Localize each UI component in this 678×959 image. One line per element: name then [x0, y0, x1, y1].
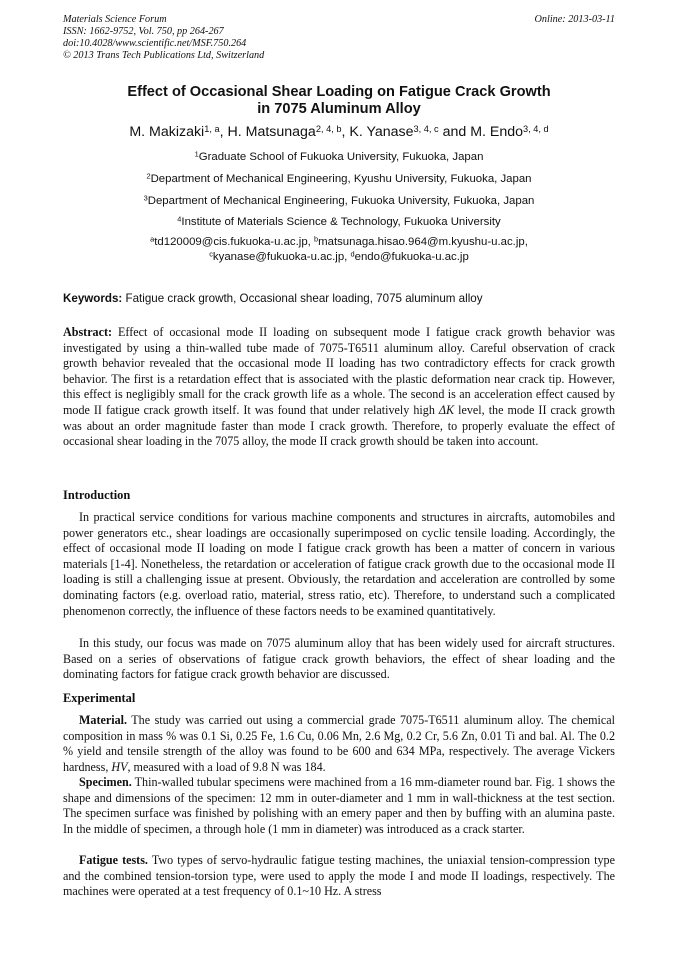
introduction-paragraph-1: In practical service conditions for various machine components and structures in aircrafts, automobiles and power generators etc., shear loadings are occasionally superimposed on cyclic tensile loading. Accordingly, the effect of occasional mode II loading on mode I fatigue crack growth has been a matter of concern in various materials [1-4]. Nonetheless, the retardation or acceleration of fatigue crack growth due to the occasional mode II loading is still a challenging issue at present. Obviously, the retardation and acceleration are controlled by some dominating factors (e.g. overload ratio, material, stress ratio, etc). Therefore, to understand such a complicated phenomenon correctly, the influence of these factors needs to be examined quantitatively. — [63, 510, 615, 618]
introduction-paragraph-2: In this study, our focus was made on 7075 aluminum alloy that has been widely used for aircraft structures. Based on a series of observations of fatigue crack growth behaviors, the effect of shear loading and the dominating factors for fatigue crack growth behavior are discussed. — [63, 636, 615, 682]
affiliation-text: Graduate School of Fukuoka University, Fukuoka, Japan — [198, 151, 484, 163]
affiliation-text: Institute of Materials Science & Technology, Fukuoka University — [181, 216, 501, 228]
affiliation-sup: 4 — [177, 214, 182, 224]
affiliation-2 — [63, 172, 615, 186]
author-separator: and — [438, 124, 471, 140]
keywords-text: Fatigue crack growth, Occasional shear loading, 7075 aluminum alloy — [122, 292, 483, 305]
author-separator: , — [341, 124, 350, 140]
copyright-line: © 2013 Trans Tech Publications Ltd, Switzerland — [63, 50, 265, 61]
affiliation-sup: 1 — [194, 149, 199, 159]
author-sup: 3, 4, d — [523, 123, 549, 134]
material-text: , measured with a load of 9.8 N was 184. — [127, 759, 326, 774]
material-text: The study was carried out using a commercial grade 7075-T6511 aluminum alloy. The chemical composition in mass % was 0.1 Si, 0.25 Fe, 1.6 Cu, 0.06 Mn, 2.6 Mg, 0.2 Cr, 5.6 Zn, 0.01 Ti and bal. Al. The 0.2 % yield and tensile strength of the alloy was found to be 600 and 634 MPa, respectively. The average Vickers hardness, — [63, 713, 615, 774]
title-line-1: Effect of Occasional Shear Loading on Fatigue Crack Growth — [127, 84, 551, 100]
email-sup: b — [314, 234, 319, 244]
affiliation-3 — [63, 194, 615, 208]
author-name: K. Yanase — [349, 124, 414, 140]
affiliation-sup: 3 — [143, 193, 148, 203]
author-list — [63, 124, 615, 140]
abstract-text: Effect of occasional mode II loading on subsequent mode I fatigue crack growth behavior was investigated by using a thin-walled tube made of 7075-T6511 aluminum alloy. Careful observation of crack growth behavior revealed that the occasional mode II loading has two contradictory effects for crack growth behavior. The first is a retardation effect that is associated with the plastic deformation near crack tip. However, this effect is negligibly small for the crack growth life as a whole. The second is an acceleration effect caused by mode II fatigue crack growth itself. It was found that under relatively high — [63, 325, 615, 417]
material-label: Material. — [79, 713, 128, 727]
online-date: Online: 2013-03-11 — [534, 14, 615, 25]
keywords — [63, 292, 483, 305]
title-line-2: in 7075 Aluminum Alloy — [257, 101, 421, 117]
affiliation-text: Department of Mechanical Engineering, Fukuoka University, Fukuoka, Japan — [147, 195, 535, 207]
author-sup: 3, 4, c — [413, 123, 439, 134]
fatigue-tests-text: Two types of servo-hydraulic fatigue testing machines, the uniaxial tension-compression type and the combined tension-torsion type, were used to apply the mode I and mode II loadings, respectively. The machines were operated at a test frequency of 0.1~10 Hz. A stress — [63, 853, 615, 899]
hv-symbol: HV — [111, 759, 128, 774]
specimen-paragraph — [63, 775, 615, 837]
specimen-text: Thin-walled tubular specimens were machined from a 16 mm-diameter round bar. Fig. 1 shows the shape and dimensions of the specimen: 12 mm in outer-diameter and 1 mm in wall-thickness at the test section. The specimen surface was finished by polishing with an emery paper and then by buffing with an alumina paste. In the middle of specimen, a through hole (1 mm in diameter) was introduced as a crack starter. — [63, 775, 615, 836]
material-paragraph — [63, 713, 615, 775]
fatigue-tests-label: Fatigue tests. — [79, 853, 148, 867]
author-sup: 1, a — [204, 123, 220, 134]
introduction-heading: Introduction — [63, 488, 131, 502]
email-address: endo@fukuoka-u.ac.jp — [354, 251, 469, 263]
author-name: M. Endo — [470, 124, 524, 140]
email-address: td120009@cis.fukuoka-u.ac.jp, — [154, 236, 314, 248]
affiliation-4 — [63, 215, 615, 229]
email-sup: d — [350, 249, 355, 259]
keywords-label: Keywords: — [63, 292, 123, 305]
email-line-2 — [63, 250, 615, 264]
paper-title — [63, 84, 615, 118]
email-sup: c — [209, 249, 213, 259]
author-sup: 2, 4, b — [315, 123, 342, 134]
author-separator: , — [219, 124, 228, 140]
abstract-text: level, the mode II crack growth was about an order magnitude faster than mode I crack growth. Therefore, to properly evaluate the effect of occasional shear loading in the 7075 alloy, the mode II crack growth should be taken into account. — [63, 402, 615, 449]
email-line-1 — [63, 235, 615, 249]
journal-name: Materials Science Forum — [63, 14, 167, 25]
abstract-label: Abstract: — [63, 325, 113, 339]
author-name: M. Makizaki — [129, 124, 205, 140]
issn-line: ISSN: 1662-9752, Vol. 750, pp 264-267 — [63, 26, 224, 37]
fatigue-tests-paragraph — [63, 853, 615, 900]
abstract — [63, 325, 615, 450]
affiliation-sup: 2 — [146, 171, 151, 181]
email-sup: a — [150, 234, 155, 244]
experimental-heading: Experimental — [63, 691, 136, 705]
delta-k-symbol: ΔK — [438, 402, 455, 417]
email-address: kyanase@fukuoka-u.ac.jp, — [212, 251, 351, 263]
doi-line: doi:10.4028/www.scientific.net/MSF.750.264 — [63, 38, 247, 49]
specimen-label: Specimen. — [79, 775, 132, 789]
journal-header — [63, 14, 264, 62]
author-name: H. Matsunaga — [227, 124, 316, 140]
affiliation-text: Department of Mechanical Engineering, Kyushu University, Fukuoka, Japan — [150, 173, 532, 185]
email-address: matsunaga.hisao.964@m.kyushu-u.ac.jp, — [318, 236, 528, 248]
affiliation-1 — [63, 150, 615, 164]
